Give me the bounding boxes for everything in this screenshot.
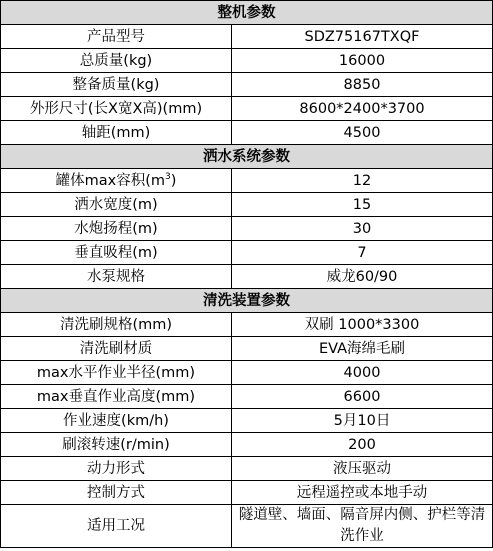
table-row [1, 505, 493, 548]
table-row [1, 481, 493, 505]
param-label: 整备质量(kg) [1, 73, 232, 97]
section-title: 整机参数 [1, 1, 493, 25]
param-value: 4500 [232, 121, 493, 145]
param-label: 清洗刷材质 [1, 337, 232, 361]
table-row [1, 337, 493, 361]
param-value: 15 [232, 193, 493, 217]
param-label: max水平作业半径(mm) [1, 361, 232, 385]
param-label: 动力形式 [1, 457, 232, 481]
param-label: 水炮扬程(m) [1, 217, 232, 241]
label-suffix: ) [170, 172, 177, 189]
table-row [1, 385, 493, 409]
param-label: 轴距(mm) [1, 121, 232, 145]
param-value: EVA海绵毛刷 [232, 337, 493, 361]
table-row [1, 121, 493, 145]
param-label [1, 169, 232, 193]
param-label: 外形尺寸(长X宽X高)(mm) [1, 97, 232, 121]
param-label: 总质量(kg) [1, 49, 232, 73]
table-row [1, 193, 493, 217]
param-value: 5月10日 [232, 409, 493, 433]
section-title: 洒水系统参数 [1, 145, 493, 169]
param-value: 8850 [232, 73, 493, 97]
param-value: 远程遥控或本地手动 [232, 481, 493, 505]
table-row [1, 73, 493, 97]
param-value: 4000 [232, 361, 493, 385]
table-row [1, 25, 493, 49]
table-row [1, 97, 493, 121]
param-label: 刷滚转速(r/min) [1, 433, 232, 457]
param-value: 8600*2400*3700 [232, 97, 493, 121]
param-value: 30 [232, 217, 493, 241]
table-row [1, 313, 493, 337]
section-header-row [1, 145, 493, 169]
table-row [1, 457, 493, 481]
section-title: 清洗装置参数 [1, 289, 493, 313]
param-value: 7 [232, 241, 493, 265]
param-label: 洒水宽度(m) [1, 193, 232, 217]
table-row [1, 241, 493, 265]
param-label: 控制方式 [1, 481, 232, 505]
param-value: SDZ75167TXQF [232, 25, 493, 49]
param-label: 作业速度(km/h) [1, 409, 232, 433]
param-value: 12 [232, 169, 493, 193]
table-row [1, 409, 493, 433]
param-label: 产品型号 [1, 25, 232, 49]
table-row [1, 433, 493, 457]
param-value: 隧道壁、墙面、隔音屏内侧、护栏等清洗作业 [232, 505, 493, 548]
table-row [1, 49, 493, 73]
param-value: 威龙60/90 [232, 265, 493, 289]
param-label: 垂直吸程(m) [1, 241, 232, 265]
param-label: 适用工况 [1, 505, 232, 548]
param-value: 16000 [232, 49, 493, 73]
table-row [1, 169, 493, 193]
label-text: 罐体max容积(m [55, 172, 165, 189]
param-value: 双刷 1000*3300 [232, 313, 493, 337]
table-row [1, 361, 493, 385]
param-label: 清洗刷规格(mm) [1, 313, 232, 337]
table-row [1, 265, 493, 289]
param-label: 水泵规格 [1, 265, 232, 289]
param-value: 液压驱动 [232, 457, 493, 481]
section-header-row [1, 1, 493, 25]
param-value: 200 [232, 433, 493, 457]
section-header-row [1, 289, 493, 313]
superscript: 3 [164, 171, 171, 182]
param-value: 6600 [232, 385, 493, 409]
param-label: max垂直作业高度(mm) [1, 385, 232, 409]
table-row [1, 217, 493, 241]
